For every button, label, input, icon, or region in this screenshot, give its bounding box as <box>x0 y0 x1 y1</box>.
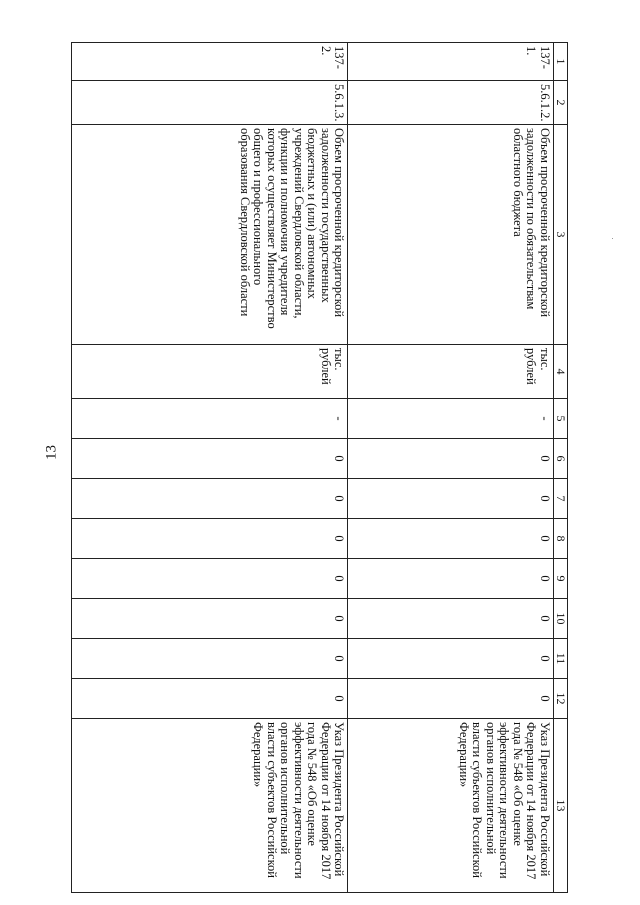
indicators-table-sheet <box>71 42 568 892</box>
row-basis: Указ Президента Российской Федерации от 14 ноября 2017 года № 548 «Об оценке эффективности деятельности органов исполнительной власти субъектов Российской Федерации» <box>348 719 554 893</box>
table-row <box>72 43 348 893</box>
row-value: 0 <box>72 679 348 719</box>
row-code: 5.6.1.2. <box>348 81 554 125</box>
row-id: 137-1. <box>348 43 554 81</box>
row-value: 0 <box>348 439 554 479</box>
row-value: 0 <box>348 479 554 519</box>
header-row <box>553 43 567 893</box>
row-name: Объем просроченной кредиторской задолженности по обязательствам областного бюджета <box>348 125 554 345</box>
table-row <box>348 43 554 893</box>
header-cell: 1 <box>553 43 567 81</box>
row-value: 0 <box>348 559 554 599</box>
header-cell: 4 <box>553 345 567 399</box>
page-number: 13 <box>43 445 60 460</box>
row-id: 137-2. <box>72 43 348 81</box>
scan-speck <box>612 238 613 239</box>
header-cell: 9 <box>553 559 567 599</box>
row-value: - <box>348 399 554 439</box>
header-cell: 8 <box>553 519 567 559</box>
row-value: 0 <box>72 599 348 639</box>
row-value: 0 <box>348 599 554 639</box>
row-value: 0 <box>348 519 554 559</box>
header-cell: 3 <box>553 125 567 345</box>
indicators-table <box>71 42 568 893</box>
row-value: 0 <box>348 639 554 679</box>
row-value: 0 <box>348 679 554 719</box>
header-cell: 7 <box>553 479 567 519</box>
row-value: 0 <box>72 479 348 519</box>
row-value: 0 <box>72 519 348 559</box>
header-cell: 6 <box>553 439 567 479</box>
header-cell: 11 <box>553 639 567 679</box>
row-value: 0 <box>72 439 348 479</box>
row-basis: Указ Президента Российской Федерации от 14 ноября 2017 года № 548 «Об оценке эффективности деятельности органов исполнительной власти субъектов Российской Федерации» <box>72 719 348 893</box>
row-value: - <box>72 399 348 439</box>
row-value: 0 <box>72 639 348 679</box>
row-name: Объем просроченной кредиторской задолженности государственных бюджетных и (или) автономных учреждений Свердловской области, функции и полномочия учредителя которых осуществляет Министерство общего и профессионального образования Свердловской области <box>72 125 348 345</box>
row-unit: тыс. рублей <box>72 345 348 399</box>
header-cell: 2 <box>553 81 567 125</box>
header-cell: 10 <box>553 599 567 639</box>
header-cell: 12 <box>553 679 567 719</box>
header-cell: 5 <box>553 399 567 439</box>
row-unit: тыс. рублей <box>348 345 554 399</box>
row-code: 5.6.1.3. <box>72 81 348 125</box>
header-cell: 13 <box>553 719 567 893</box>
row-value: 0 <box>72 559 348 599</box>
